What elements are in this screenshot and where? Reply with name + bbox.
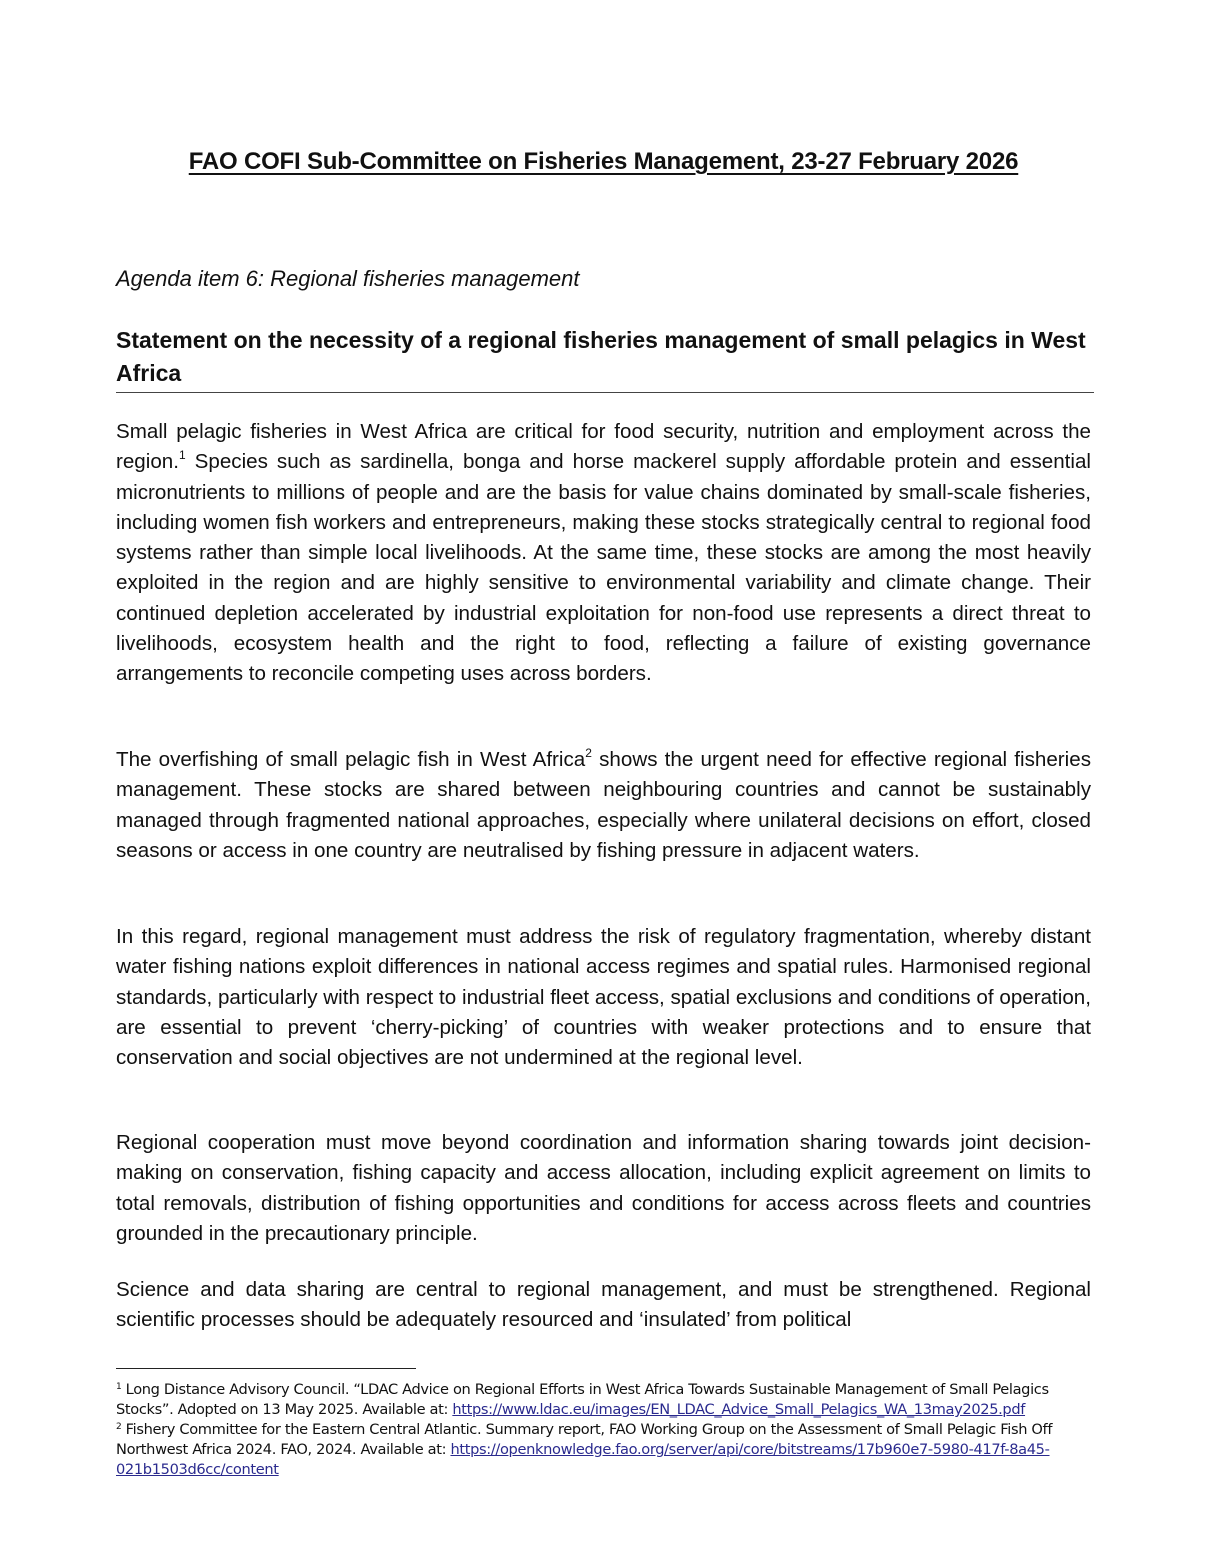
header-title: FAO COFI Sub-Committee on Fisheries Management, 23-27 February 2026 (188, 148, 1019, 175)
footnotes (116, 1380, 1076, 1480)
paragraph-text: The overfishing of small pelagic fish in West Africa (116, 748, 586, 771)
footnote-number: 1 (116, 1382, 122, 1392)
body-paragraph-1 (116, 417, 1091, 690)
footnote-text: Fishery Committee for the Eastern Central Atlantic. Summary report, FAO Working Group on the Assessment of Small Pelagic Fish Off Northwest Africa 2024. FAO, 2024. Available at: (116, 1421, 1053, 1458)
body-paragraph-3: In this regard, regional management must address the risk of regulatory fragmentation, whereby distant water fishing nations exploit differences in national access regimes and spatial rules. Harmonised regional standards, particularly with respect to industrial fleet access, spatial exclusions and conditions of operation, are essential to prevent ‘cherry-picking’ of countries with weaker protections and to ensure that conservation and social objectives are not undermined at the regional level. (116, 925, 1091, 1070)
footnote-2 (116, 1420, 1076, 1480)
footnote-1 (116, 1380, 1076, 1420)
footnote-separator (116, 1368, 416, 1369)
agenda-item: Agenda item 6: Regional fisheries management (116, 266, 580, 291)
body-paragraph-5: Science and data sharing are central to regional management, and must be strengthened. Regional scientific processes should be adequately resourced and ‘insulated’ from political (116, 1278, 1091, 1332)
paragraph-text: Species such as sardinella, bonga and horse mackerel supply affordable protein and essential micronutrients to millions of people and are the basis for value chains dominated by small-scale fisheries, including women fish workers and entrepreneurs, making these stocks strategically central to regional food systems rather than simple local livelihoods. At the same time, these stocks are among the most heavily exploited in the region and are highly sensitive to environmental variability and climate change. Their continued depletion accelerated by industrial exploitation for non-food use represents a direct threat to livelihoods, ecosystem health and the right to food, reflecting a failure of existing governance arrangements to reconcile competing uses across borders. (116, 450, 1091, 686)
footnote-link-1[interactable]: https://www.ldac.eu/images/EN_LDAC_Advice_Small_Pelagics_WA_13may2025.pdf (452, 1401, 1026, 1418)
body-paragraph-2 (116, 745, 1091, 866)
title-divider (116, 392, 1094, 393)
paragraph-text: shows the urgent need for effective regional fisheries management. These stocks are shared between neighbouring countries and cannot be sustainably managed through fragmented national approaches, especially where unilateral decisions on effort, closed seasons or access in one country are neutralised by fishing pressure in adjacent waters. (116, 748, 1091, 862)
footnote-ref-2[interactable]: 2 (585, 746, 592, 760)
footnote-text: Long Distance Advisory Council. “LDAC Advice on Regional Efforts in West Africa Towards Sustainable Management of Small Pelagics Stocks”. Adopted on 13 May 2025. Available at: (116, 1381, 1049, 1418)
body-paragraph-4: Regional cooperation must move beyond coordination and information sharing towards joint decision-making on conservation, fishing capacity and access allocation, including explicit agreement on limits to total removals, distribution of fishing opportunities and conditions for access across fleets and countries grounded in the precautionary principle. (116, 1131, 1091, 1245)
footnote-number: 2 (116, 1422, 122, 1432)
footnote-ref-1[interactable]: 1 (178, 448, 186, 463)
paragraph-text: Small pelagic fisheries in West Africa are critical for food security, nutrition and employment across the region. (116, 420, 1091, 474)
footnote-link-2[interactable]: https://openknowledge.fao.org/server/api/core/bitstreams/17b960e7-5980-417f-8a45-021b1503d6cc/content (116, 1441, 1050, 1478)
statement-title: Statement on the necessity of a regional fisheries management of small pelagics in West Africa (116, 327, 1086, 386)
